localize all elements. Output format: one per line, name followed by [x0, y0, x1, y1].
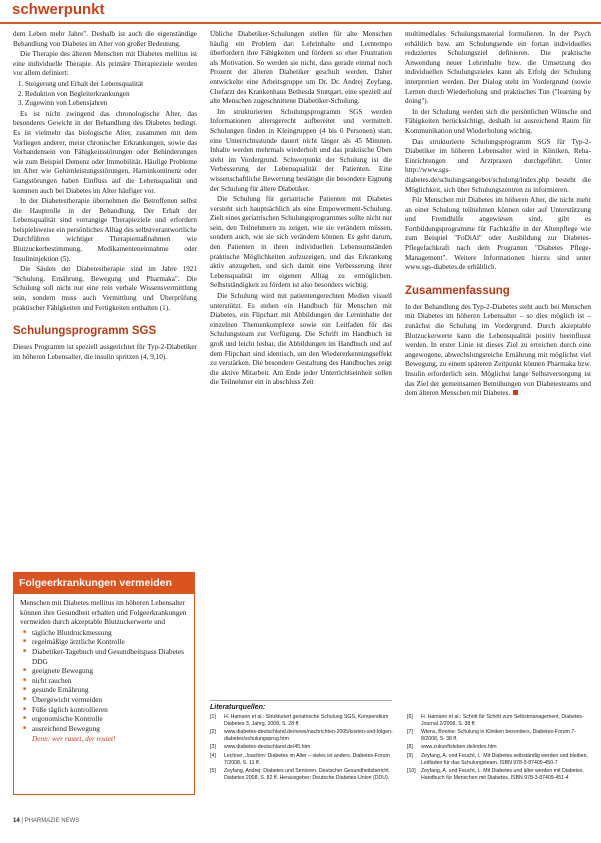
- reference-text: Zeyfang, Andrej: Diabetes und Senioren. Deutscher Gesundheitsbericht Diabetes 2008, S. 82 ff. Herausgeber: Deutsche Diabetes-Union (DDU).: [224, 767, 390, 781]
- info-box-folgeerkrankungen: [13, 572, 195, 795]
- reference-number: [8]: [407, 744, 413, 751]
- reference-text: H. Hamann et al.: Strukturiert geriatrische Schulung SGS, Kompendium Diabetes 3, Jahrg. 2008, S. 28 ff.: [224, 714, 389, 728]
- literature-column-right: [407, 714, 591, 783]
- page-number: 14: [13, 818, 20, 824]
- magazine-name: PHARMAZIE NEWS: [24, 818, 80, 824]
- reference-number: [2]: [210, 729, 216, 736]
- reference-number: [7]: [407, 729, 413, 736]
- paragraph: Für Menschen mit Diabetes im höheren Alter, die nicht mehr an einer Schulung teilnehmen können oder auf Unterstützung und Fremdhilfe angewiesen sind, gibt es Fortbildungsprogramme für Fachkräfte in der Altenpflege wie zum Beispiel "FoDiAl" oder Ausbildung zur Diabetes-Pflegefachkraft nach dem Programm "Diabetes Pflege-Management". Weitere Informationen hierzu sind unter www.sgs-diabetes.de erhältlich.: [405, 196, 591, 272]
- reference-text: www.diabetes-deutschland.de/news/nachrichten-2005/kosten-und-folgen-diabetes/schulungsprog.htm: [224, 729, 393, 743]
- paragraph: multimediales Schulungsmaterial formulieren. In der Psych erhältlich bzw. am Schulungsende ein fortan individuelles reduziertes Schulungsziel definieren. Die praktische Anwendung neuer Lehrinhalte bzw. die Umsetzung des individuellen Schulungszieles kann als Erfolg der Schulung interpretiert werden. Der Dialog steht im Vordergrund (sowie Lernen durch Wiederholung und praktisches Tun ("learning by doing").: [405, 30, 591, 106]
- info-box-title: Folgeerkrankungen vermeiden: [14, 573, 194, 594]
- reference-item: [407, 729, 591, 743]
- list-item: ■ ausreichend Bewegung: [32, 724, 188, 734]
- literature-column-left: [210, 714, 394, 783]
- reference-item: [407, 753, 591, 767]
- paragraph: Die Schulung für geriatrische Patienten mit Diabetes versteht sich hauptsächlich als eine Empowerment-Schulung. Zielt eines geriatrischen Schulungsprogrammes sollte nicht nur sein, den Teilnehmern zu zeigen, wie sie verändern müssen, sondern auch, wie sie sich verändern können. Es geht darum, den Patienten in ihren individuellen Lebensumständen praktische Möglichkeiten aufzuzeigen, und das Erkrankung aktiv anzugehen, und sich damit eine Verbesserung ihrer Lebensqualität im eigenen Alltag zu ermöglichen. Selbstständigkeit zu fördern ist also besonders wichtig.: [210, 195, 392, 290]
- page-footer: 14 | PHARMAZIE NEWS: [13, 818, 80, 824]
- reference-text: Zeyfang, A. und Feucht, I.: Mit Diabetes selbständig werden und bleiben, Leitfaden für das Schulungsteam, ISBN 978-3-87409-450-7: [421, 752, 588, 766]
- reference-number: [4]: [210, 752, 216, 759]
- info-box-body: [14, 594, 194, 748]
- reference-item: [407, 768, 591, 782]
- paragraph: Die Säulen der Diabetestherapie sind im Jahre 1921 "Schulung, Ernährung, Bewegung und Pharmaka". Die Schulung soll nicht nur eine rein verbale Wissensvermittlung sein, sondern muss auch Vermittlung und Überprüfung praktischer Fähigkeiten und Fertigkeiten enthalten (1).: [13, 265, 197, 312]
- list-item: ■ ergonomische Kontrolle: [32, 714, 188, 724]
- paragraph: dem Leben mehr Jahre". Deshalb ist auch die eigenständige Behandlung von Diabetes im Alter von großer Bedeutung.: [13, 30, 197, 48]
- reference-number: [9]: [407, 752, 413, 759]
- reference-text: www.zukunftsleben.de/index.htm: [421, 744, 497, 751]
- list-item: ■ Diabetiker-Tagebuch und Gesundheitspass Diabetes DDG: [32, 647, 188, 666]
- paragraph: Es ist nicht zwingend das chronologische Alter, das besonderes Gewicht in der Behandlung des Diabetes bedingt. Es ist vielmehr das biologische Alter, zusammen mit dem Vorliegen anderer, meist chronischer Erkrankungen, sowie das Vorhandensein von Fähigkeitsstörungen oder Behinderungen wie zum Beispiel Demenz oder Immobilität. Häufige Probleme im Alter wie Gehirnleistungsstörungen, Harninkontinenz oder Gangstörungen haben Einfluss auf die Lebensqualität und kommen auch bei Diabetes im Alter häufiger vor.: [13, 109, 197, 195]
- paragraph: Übliche Diabetiker-Schulungen stellen für alte Menschen häufig ein Problem dar: Lehrinhalte und Lerntempo überfordern ihre Fähigkeiten und fördern so eher Frustration als Motivation. So werden sie nicht, dass gerade einmal noch Prozent der älteren Diabetiker geschult werden. Daher entwickelte eine Arbeitsgruppe um Dr. Dr. Andrej Zeyfang, Chefarzt des Krankenhaus Bethesda Stuttgart, eine speziell auf alte Menschen zugeschnittene Diabetiker-Schulung.: [210, 30, 392, 106]
- paragraph: [405, 303, 591, 399]
- list-item: ■ nicht rauchen: [32, 676, 188, 686]
- reference-item: [407, 714, 591, 728]
- literature-section: [210, 700, 591, 783]
- reference-item: [210, 768, 394, 782]
- list-item: ■ geeignete Bewegung: [32, 666, 188, 676]
- reference-item: [210, 744, 394, 751]
- column-1: [13, 30, 197, 363]
- paragraph: Die Therapie des älteren Menschen mit Diabetes mellitus ist eine individuelle Therapie. Als primäre Therapieziele werden vor allem definiert:: [13, 50, 197, 78]
- end-of-article-mark: [513, 390, 518, 395]
- reference-item: [407, 744, 591, 751]
- list-item: ■ regelmäßige ärztliche Kontrolle: [32, 637, 188, 647]
- info-box-intro: Menschen mit Diabetes mellitus im höheren Lebensalter können ihre Gesundheit erhalten und Folgeerkrankungen vermeiden durch akzeptable Blutzuckerwerte und: [20, 598, 187, 627]
- list-item: 3. Zugewinn von Lebensjahren: [25, 99, 197, 109]
- reference-item: [210, 714, 394, 728]
- reference-number: [10]: [407, 767, 416, 774]
- section-label: schwerpunkt: [12, 1, 105, 18]
- list-item: 2. Reduktion von Begleiterkrankungen: [25, 90, 197, 100]
- reference-number: [5]: [210, 767, 216, 774]
- list-item: ■ tägliche Blutdruckmessung: [32, 628, 188, 638]
- paragraph: Die Schulung wird mit patientengerechten Medien visuell unterstützt. Es stehen ein Handbuch für Menschen mit Diabetes, ein Flipchart mit Abbildungen der Lerninhalte der einzelnen Themenkomplexe sowie ein Leitfaden für das Schulungsteam zur Verfügung. Die Schrift im Handbuch ist groß und leicht lesbar, die Abbildungen im Handbuch und auf dem Flipchart sind identisch, um den Wiedererkennungseffekt zu verstärken. Die besondere Gestaltung des Handbuches zeigt die aktive Mitarbeit. Am Ende jeder Unterrichtseinheit sollen die Teilnehmer ein in abschluss Zeit: [210, 292, 392, 387]
- paragraph: In der Diabetestherapie übernehmen die Betroffenen selbst die Hauptrolle in der Behandlung. Der Erhalt der Lebensqualität sind vorrangige Therapieziele und erfordern beispielsweise ein persönliches Alltag des selbstverantwortliche Durchführen wichtiger Therapiemaßnahmen wie Blutzuckerbestimmung, Medikamenteneinnahme oder Insulininjektion (5).: [13, 197, 197, 263]
- info-box-motto: Denn: wer rastet, der rostet!: [32, 734, 116, 744]
- reference-item: [210, 729, 394, 743]
- reference-text: H. Hamann et al.: Schritt für Schritt zum Selbstmanagement, Diabetes-Journal 2/2008, S. 38 ff.: [421, 714, 584, 728]
- column-2: [210, 30, 392, 389]
- paragraph: Dieses Programm ist speziell ausgerichtet für Typ-2-Diabetiker im höheren Lebensalter, die insulin spritzen (4, 9,10).: [13, 343, 197, 361]
- heading-zusammenfassung: Zusammenfassung: [405, 284, 510, 297]
- heading-schulungsprogramm: Schulungsprogramm SGS: [13, 325, 157, 338]
- info-box-list: [20, 628, 188, 734]
- column-3: [405, 30, 591, 400]
- paragraph: Im strukturierten Schulungsprogramm SGS werden Informationen altersgerecht aufbereitet und vermittelt. Schulungen finden in Kleingruppen (4 bis 6 Personen) statt, eine Unterrichtsstunde dauert nicht länger als 45 Minuten. Inhalte werden mehrmals wiederholt und das praktische Üben steht im Vordergrund. Schwerpunkt der Schulung ist die Verbesserung der Lebensqualität der Patienten. Eine wissenschaftliche Bewertung bestätigte die besondere Eignung der Schulung für ältere Diabetiker.: [210, 107, 392, 193]
- reference-text: Lechner, Joachim: Diabetes im Alter – vieles ist anders, Diabetes-Forum 7/2008, S. 11 ff.: [224, 752, 390, 766]
- section-header: [0, 0, 601, 24]
- literature-title: Literaturquellen:: [210, 700, 392, 711]
- reference-number: [3]: [210, 744, 216, 751]
- reference-text: Wiens, Bonnie: Schulung in Kliniken besonders, Diabetes-Forum 7-8/2008, S. 38 ff.: [421, 729, 576, 743]
- paragraph: In der Schulung werden sich die persönlichen Wünsche und Fähigkeiten berücksichtigt, deshalb ist ausreichend Raum für Kommunikation und Wiederholung wichtig.: [405, 107, 591, 135]
- paragraph: Das strukturierte Schulungsprogramm SGS für Typ-2-Diabetiker im höheren Lebensalter wird in Kliniken, Reha-Einrichtungen und Arztpraxen durchgeführt. Unter http://www.sgs-diabetes.de/schulungsangebot/schulung/index.php besteht die Möglichkeit, sich über Schulungszentren zu informieren.: [405, 137, 591, 194]
- summary-text: In der Behandlung des Typ-2-Diabetes steht auch bei Menschen mit Diabetes im höheren Lebensalter – so dies möglich ist – zunächst die Schulung im Vordergrund. Durch akzeptable Blutzuckerwerte kann die Lebensqualität positiv beeinflusst werden. In erster Linie ist dieses Ziel zu erreichen durch eine angewogene, abwechslungsreiche Ernährung mit möglichst viel Bewegung, zu einem späteren Zeitpunkt können Pharmaka bzw. Insulin erforderlich sein. Möglichst lange Selbstversorgung ist das Ziel der gemeinsamen Bemühungen von Diabetesteams und dem älteren Menschen mit Diabetes.: [405, 302, 591, 398]
- list-item: ■ Übergewicht vermeiden: [32, 695, 188, 705]
- list-item: 1. Steigerung und Erhalt der Lebensqualität: [25, 80, 197, 90]
- therapy-goals-list: [13, 80, 197, 109]
- list-item: ■ Füße täglich kontrollieren: [32, 705, 188, 715]
- reference-text: Zeyfang, A. und Feucht, I.: Mit Diabetes und älter werden mit Diabetes. Handbuch für Menschen mit Diabetes, ISBN 978-3-87409-451-4: [421, 767, 584, 781]
- list-item: ■ gesunde Ernährung: [32, 685, 188, 695]
- reference-number: [6]: [407, 714, 413, 721]
- reference-text: www.diabetes-deutschland.de/45.htm: [224, 744, 311, 751]
- reference-number: [1]: [210, 714, 216, 721]
- reference-item: [210, 753, 394, 767]
